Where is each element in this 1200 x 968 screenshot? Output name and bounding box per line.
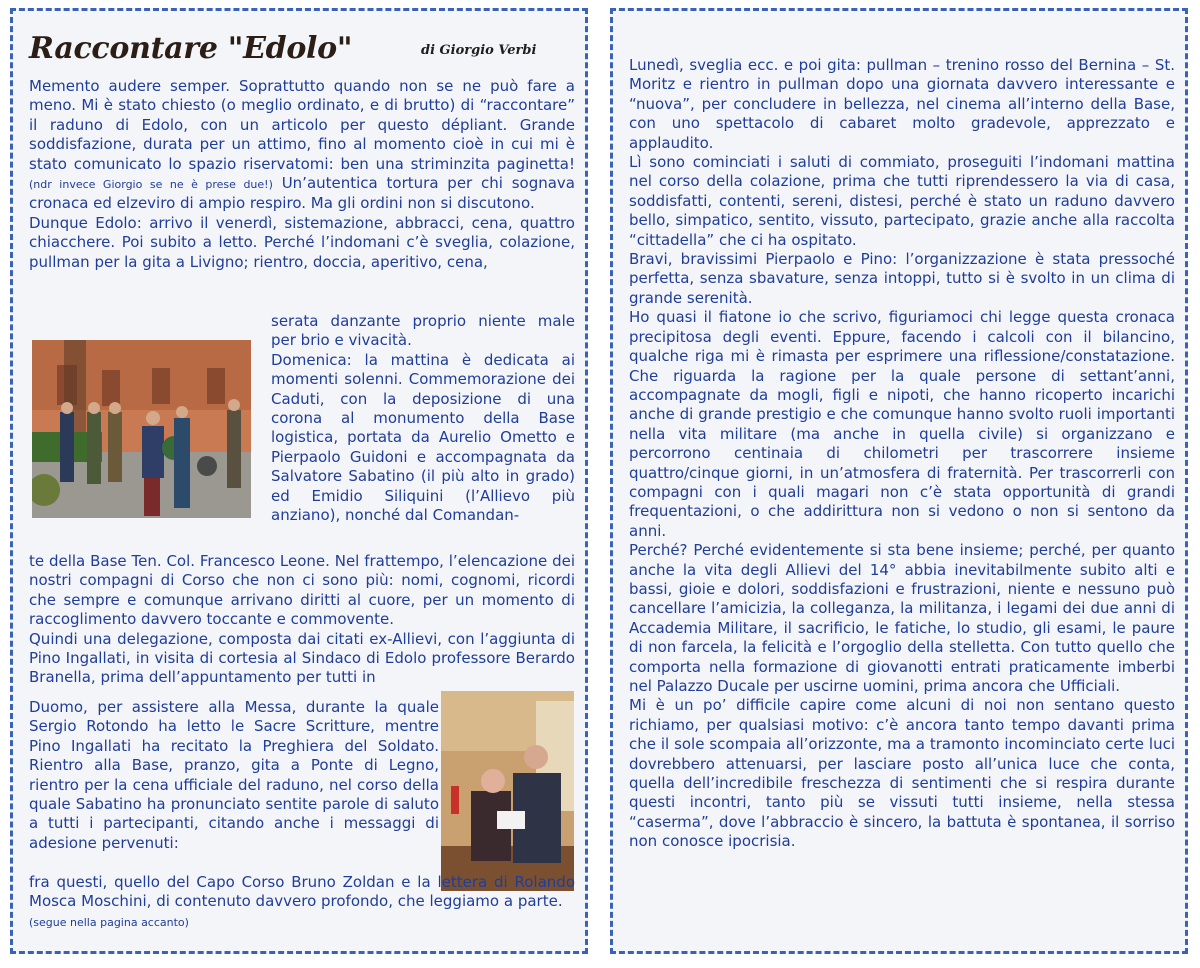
paragraph: Ho quasi il fiatone io che scrivo, figuriamoci chi legge questa cronaca precipitosa degli eventi. Eppure, facendo i calcoli con il bilancino, qualche riga mi è rimasta per esprimere una riflessione/constatazione. Che riguarda la ragione per la quale persone di settant’anni, accompagnate da mogli, figli e nipoti, che hanno ricoperto incarichi anche di grande prestigio e che comunque hanno svolto ruoli importanti nella vita militare (ma anche in quella civile) si organizzano e percorrono centinaia di chilometri per trascorrere insieme quattro/cinque giorni, in un’atmosfera di fraternità. Per trascorrerli con compagni con i quali magari non c’è stata opportunità di grandi frequentazioni, o che addirittura non si vedono o non si sentono da anni. — [629, 308, 1175, 540]
editor-note: (ndr invece Giorgio se ne è prese due!) — [29, 178, 273, 192]
paragraph: Mi è un po’ difficile capire come alcuni di noi non sentano questo richiamo, per qualsiasi motivo: c’è ancora tanto tempo davanti prima che il sole scompaia all’orizzonte, ma a tramonto incominciato certe luci dovrebbero attenuarsi, per lasciare posto all’unica luce che conta, quella dell’incredibile freschezza di sentimenti che si respira durante questi incontri, tanto più se vissuti tutti insieme, nella stessa “caserma”, dove l’abbraccio è sincero, la battuta è spontanea, il sorriso non conosce ipocrisia. — [629, 696, 1175, 851]
saturday-sunday-text — [271, 312, 575, 525]
article-header — [29, 31, 577, 75]
saturday-paragraph-end: serata danzante proprio niente male per brio e vivacità. — [271, 312, 575, 350]
right-page — [610, 8, 1188, 954]
closing-paragraph: fra questi, quello del Capo Corso Bruno Zoldan e la lettera di Rolando Mosca Moschini, di contenuto davvero profondo, che leggiamo a parte. — [29, 873, 575, 911]
intro-paragraph-end: Un’autentica tortura per chi sognava cronaca ed elzeviro di ampio respiro. Ma gli ordini non si discutono. — [29, 174, 575, 213]
delegation-paragraph: Quindi una delegazione, composta dai citati ex-Allievi, con l’aggiunta di Pino Ingallati, in visita di cortesia al Sindaco di Edolo professore Berardo Branella, prima dell’appuntamento per tutti in — [29, 629, 575, 687]
article-byline: di Giorgio Verbi — [421, 43, 537, 58]
paragraph: Perché? Perché evidentemente si sta bene insieme; perché, per quanto anche la vita degli Allievi del 14° abbia inevitabilmente subito alti e bassi, gioie e dolori, soddisfazioni e frustrazioni, niente e nessuno può cancellare l’amicizia, la colleganza, la militanza, i legami dei due anni di Accademia Militare, il sacrificio, le fatiche, lo studio, gli esami, le paure di non farcela, la felicità e l’orgoglio della stelletta. Con tutto quello che comporta nella formazione di giovanotti entrati praticamente imberbi nel Palazzo Ducale per uscirne uomini, prima ancora che Ufficiali. — [629, 541, 1175, 695]
friday-paragraph: Dunque Edolo: arrivo il venerdì, sistemazione, abbracci, cena, quattro chiacchere. Poi subito a letto. Perché l’indomani c’è sveglia, colazione, pullman per la gita a Livigno; rientro, doccia, aperitivo, cena, — [29, 213, 575, 271]
intro-text — [29, 77, 575, 272]
paragraph: Bravi, bravissimi Pierpaolo e Pino: l’organizzazione è stata pressoché perfetta, senza sbavature, senza intoppi, tutto si è svolto in un clima di grande serenità. — [629, 250, 1175, 307]
sunday-paragraph: Domenica: la mattina è dedicata ai momenti solenni. Commemorazione dei Caduti, con la deposizione di una corona al monumento della Base logistica, portata da Aurelio Ometto e Pierpaolo Guidoni e accompagnata da Salvatore Sabatino (il più alto in grado) ed Emidio Siliquini (l’Allievo più anziano), nonché dal Comandan- — [271, 350, 575, 525]
closing-text — [29, 873, 575, 912]
dinner-photo — [441, 691, 574, 891]
mass-text — [29, 698, 439, 853]
memorial-text — [29, 552, 575, 688]
left-page — [10, 8, 588, 954]
memorial-paragraph: te della Base Ten. Col. Francesco Leone. Nel frattempo, l’elencazione dei nostri compagni di Corso che non ci sono più: nomi, cognomi, ricordi che sempre e comunque arrivano diritti al cuore, per un momento di raccoglimento davvero toccante e commovente. — [29, 552, 575, 629]
ceremony-photo — [32, 340, 251, 518]
article-title: Raccontare "Edolo" — [29, 31, 353, 66]
right-column-text — [629, 56, 1175, 852]
intro-paragraph: Memento audere semper. Soprattutto quando non se ne può fare a meno. Mi è stato chiesto (o meglio ordinato, e di brutto) di “raccontare” il raduno di Edolo, con un articolo per questo dépliant. Grande soddisfazione, durata per un attimo, fino al momento cioè in cui mi è stato comunicato lo spazio riservatomi: ben una striminzita paginetta! — [29, 77, 575, 173]
mass-paragraph: Duomo, per assistere alla Messa, durante la quale Sergio Rotondo ha letto le Sacre Scritture, mentre Pino Ingallati ha recitato la Preghiera del Soldato. Rientro alla Base, pranzo, gita a Ponte di Legno, rientro per la cena ufficiale del raduno, nel corso della quale Sabatino ha pronunciato sentite parole di saluto a tutti i partecipanti, citando anche i messaggi di adesione pervenuti: — [29, 698, 439, 852]
continued-note: (segue nella pagina accanto) — [29, 916, 189, 929]
paragraph: Lunedì, sveglia ecc. e poi gita: pullman – trenino rosso del Bernina – St. Moritz e rientro in pullman dopo una giornata davvero interessante e “nuova”, per concludere in bellezza, nel cinema all’interno della Base, con uno spettacolo di cabaret molto gradevole, apprezzato e applaudito. — [629, 56, 1175, 152]
paragraph: Lì sono cominciati i saluti di commiato, proseguiti l’indomani mattina nel corso della colazione, prima che tutti riprendessero la via di casa, soddisfatti, contenti, sereni, distesi, perché è stato un raduno davvero bello, simpatico, sentito, vissuto, partecipato, grazie anche alla raccolta “cittadella” che ci ha ospitato. — [629, 153, 1175, 249]
